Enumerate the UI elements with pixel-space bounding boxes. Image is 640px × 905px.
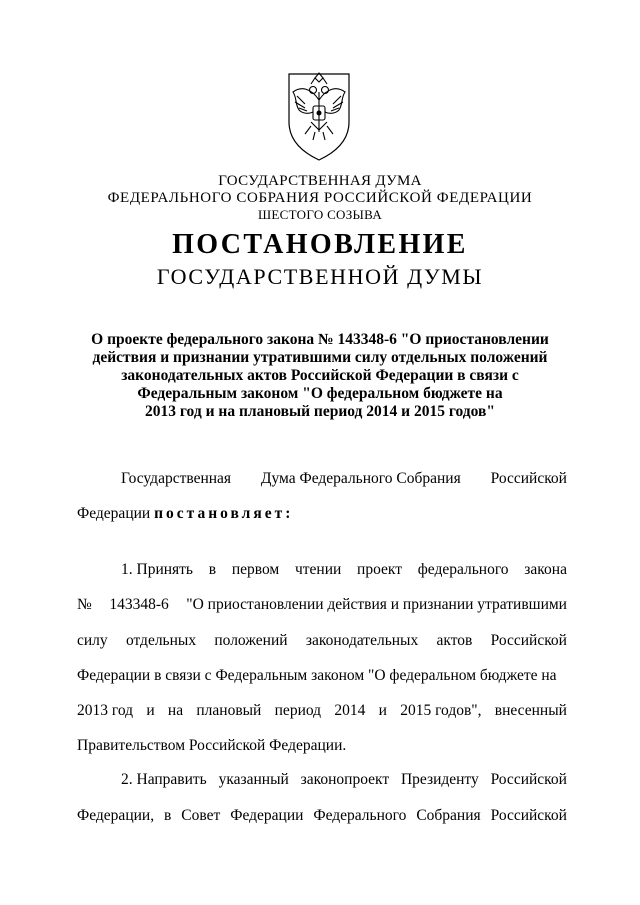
subject-heading (0, 331, 640, 421)
intro-line-1 (121, 469, 567, 489)
subject-line: Федеральным законом "О федеральном бюджете на (137, 385, 503, 402)
p2-line-1 (121, 770, 567, 790)
word: плановый (196, 702, 262, 719)
header-line-3: ШЕСТОГО СОЗЫВА (257, 207, 383, 222)
word: 2. Направить (121, 771, 207, 788)
document-title: ПОСТАНОВЛЕНИЕ (172, 229, 468, 260)
p1-line-3 (77, 631, 567, 651)
header-line-1: ГОСУДАРСТВЕННАЯ ДУМА (218, 173, 422, 189)
word: чтении (294, 561, 342, 578)
word: проект (357, 561, 402, 578)
word: 2013 год (77, 702, 134, 719)
word: Федерации (77, 505, 155, 522)
word: Совет (181, 807, 221, 824)
intro-line-2 (77, 504, 293, 524)
word: Собрания (416, 807, 481, 824)
word: Федерации (230, 807, 304, 824)
p1-line-2 (77, 595, 567, 615)
word: Российской (490, 632, 567, 649)
document-subtitle: ГОСУДАРСТВЕННОЙ ДУМЫ (156, 264, 484, 289)
word: актов (436, 632, 473, 649)
word: закона (524, 561, 567, 578)
word: положений (214, 632, 288, 649)
coat-of-arms-emblem (281, 70, 357, 162)
resolves-word: постановляет: (154, 505, 294, 522)
word: в (208, 561, 217, 578)
word: силу (77, 632, 108, 649)
p2-line-2 (77, 806, 567, 826)
word: период (274, 702, 322, 719)
word: Дума Федерального Собрания (260, 470, 461, 487)
word: законопроект (300, 771, 390, 788)
subject-line: действия и признании утратившими силу отдельных положений (92, 349, 548, 366)
word: отдельных (125, 632, 197, 649)
word: в (164, 807, 172, 824)
word: первом (231, 561, 280, 578)
subject-line: 2013 год и на плановый период 2014 и 2015 годов" (145, 403, 495, 420)
word: "О приостановлении действия и признании утратившими (186, 596, 567, 613)
word: внесенный (494, 702, 567, 719)
word: федерального (417, 561, 509, 578)
word: законодательных (305, 632, 419, 649)
word: и (146, 702, 155, 719)
p1-line-4: Федерации в связи с Федеральным законом "О федеральном бюджете на (77, 667, 557, 684)
word: Государственная (121, 470, 232, 487)
word: Федерального (313, 807, 407, 824)
p1-line-1 (121, 560, 567, 580)
subject-line: законодательных актов Российской Федерации в связи с (121, 367, 519, 384)
word: Российской (490, 807, 567, 824)
word: 143348-6 (109, 596, 169, 613)
word: 2015 годов", (400, 702, 482, 719)
word: 2014 (334, 702, 366, 719)
p1-line-6: Правительством Российской Федерации. (77, 737, 347, 754)
word: Президенту (400, 771, 479, 788)
word: 1. Принять (121, 561, 194, 578)
word: Российской (490, 470, 567, 487)
subject-line: О проекте федерального закона № 143348-6 "О приостановлении (91, 331, 549, 348)
word: № (77, 596, 92, 613)
word: указанный (218, 771, 289, 788)
p1-line-5 (77, 701, 567, 721)
word: Российской (490, 771, 567, 788)
word: и (378, 702, 387, 719)
word: Федерации, (77, 807, 155, 824)
word: на (167, 702, 184, 719)
header-line-2: ФЕДЕРАЛЬНОГО СОБРАНИЯ РОССИЙСКОЙ ФЕДЕРАЦИИ (107, 190, 533, 206)
